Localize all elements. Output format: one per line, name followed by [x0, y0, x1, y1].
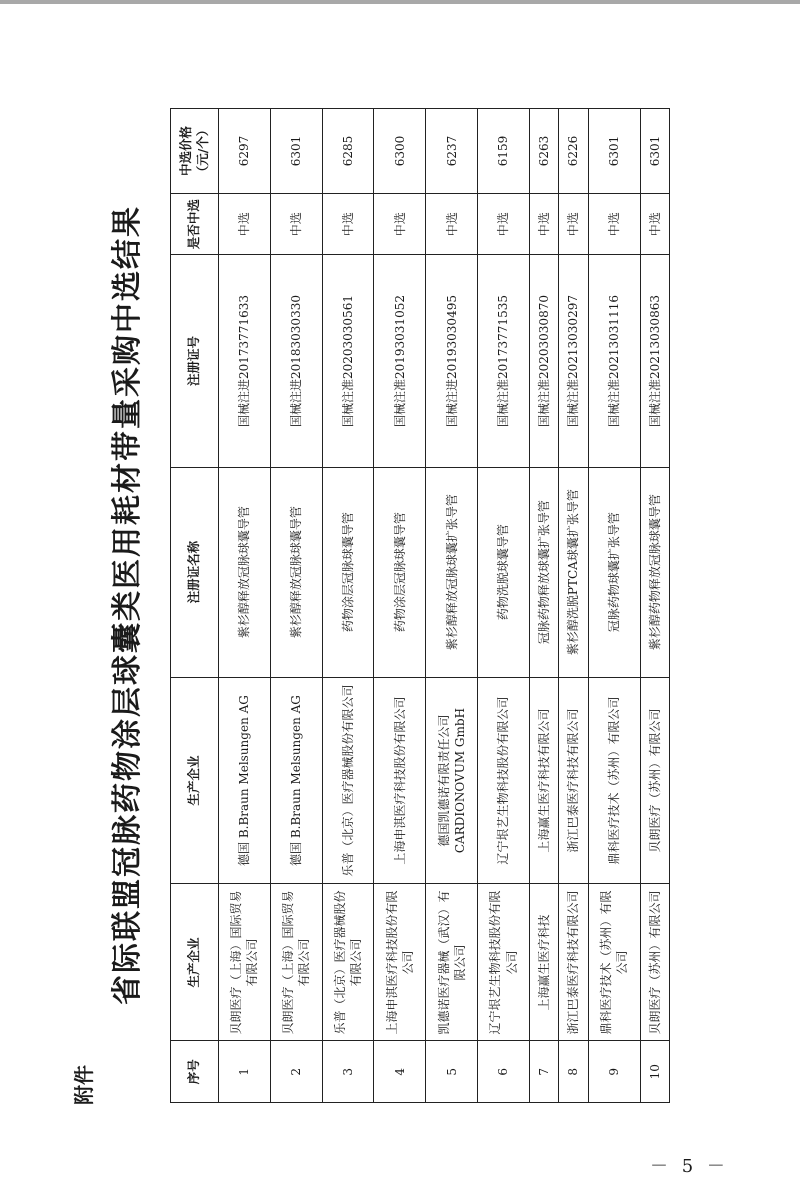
cell-cert-name: 紫杉醇释放冠脉球囊扩张导管	[426, 467, 478, 677]
table-row	[559, 109, 588, 1103]
table-row	[478, 109, 530, 1103]
cell-company: 乐普（北京）医疗器械股份有限公司	[322, 884, 374, 1041]
cell-selected: 中选	[559, 193, 588, 255]
cell-cert-number: 国械注准20173771535	[478, 255, 530, 467]
cell-manufacturer: 德国凯德诺有限责任公司 CARDIONOVUM GmbH	[426, 677, 478, 884]
page-number: － 5 －	[650, 1156, 729, 1177]
cell-index: 6	[478, 1041, 530, 1103]
cell-cert-name: 药物涂层冠脉球囊导管	[374, 467, 426, 677]
header-manufacturer: 生产企业	[171, 677, 219, 884]
cell-index: 9	[588, 1041, 640, 1103]
cell-cert-name: 紫杉醇释放冠脉球囊导管	[219, 467, 271, 677]
cell-company: 辽宁垠艺生物科技股份有限公司	[478, 884, 530, 1041]
cell-price: 6297	[219, 109, 271, 194]
cell-selected: 中选	[426, 193, 478, 255]
cell-manufacturer: 鼎科医疗技术（苏州）有限公司	[588, 677, 640, 884]
table-row	[270, 109, 322, 1103]
cell-manufacturer: 乐普（北京）医疗器械股份有限公司	[322, 677, 374, 884]
cell-index: 7	[529, 1041, 558, 1103]
cell-price: 6226	[559, 109, 588, 194]
header-price: 中选价格（元/个）	[171, 109, 219, 194]
cell-company: 浙江巴泰医疗科技有限公司	[559, 884, 588, 1041]
cell-selected: 中选	[478, 193, 530, 255]
cell-index: 4	[374, 1041, 426, 1103]
cell-index: 2	[270, 1041, 322, 1103]
table-row	[640, 109, 669, 1103]
cell-cert-name: 紫杉醇释放冠脉球囊导管	[270, 467, 322, 677]
cell-index: 10	[640, 1041, 669, 1103]
cell-index: 5	[426, 1041, 478, 1103]
cell-cert-name: 冠脉药物球囊扩张导管	[588, 467, 640, 677]
cell-selected: 中选	[588, 193, 640, 255]
header-cert-name: 注册证名称	[171, 467, 219, 677]
cell-manufacturer: 贝朗医疗（苏州）有限公司	[640, 677, 669, 884]
cell-company: 贝朗医疗（上海）国际贸易有限公司	[219, 884, 271, 1041]
cell-cert-name: 紫杉醇药物释放冠脉球囊导管	[640, 467, 669, 677]
cell-cert-name: 药物涂层冠脉球囊导管	[322, 467, 374, 677]
cell-cert-number: 国械注准20213030863	[640, 255, 669, 467]
cell-manufacturer: 上海申淇医疗科技股份有限公司	[374, 677, 426, 884]
document-title: 省际联盟冠脉药物涂层球囊类医用耗材带量采购中选结果	[110, 205, 145, 1005]
cell-index: 3	[322, 1041, 374, 1103]
cell-company: 鼎科医疗技术（苏州）有限公司	[588, 884, 640, 1041]
cell-index: 1	[219, 1041, 271, 1103]
cell-selected: 中选	[322, 193, 374, 255]
cell-company: 上海赢生医疗科技	[529, 884, 558, 1041]
cell-manufacturer: 上海赢生医疗科技有限公司	[529, 677, 558, 884]
header-cert-number: 注册证号	[171, 255, 219, 467]
cell-cert-number: 国械注准20213030297	[559, 255, 588, 467]
cell-company: 上海申淇医疗科技股份有限公司	[374, 884, 426, 1041]
cell-cert-number: 国械注进20193030495	[426, 255, 478, 467]
cell-cert-number: 国械注准20193031052	[374, 255, 426, 467]
cell-cert-number: 国械注准20213031116	[588, 255, 640, 467]
table-header-row	[171, 109, 219, 1103]
cell-price: 6301	[588, 109, 640, 194]
cell-cert-name: 冠脉药物释放球囊扩张导管	[529, 467, 558, 677]
cell-selected: 中选	[529, 193, 558, 255]
table-row	[529, 109, 558, 1103]
cell-price: 6159	[478, 109, 530, 194]
table-row	[426, 109, 478, 1103]
cell-manufacturer: 辽宁垠艺生物科技股份有限公司	[478, 677, 530, 884]
scan-edge-band	[0, 0, 800, 4]
results-table	[170, 108, 670, 1103]
cell-company: 贝朗医疗（苏州）有限公司	[640, 884, 669, 1041]
cell-price: 6285	[322, 109, 374, 194]
cell-manufacturer: 德国 B.Braun Melsungen AG	[219, 677, 271, 884]
cell-company: 贝朗医疗（上海）国际贸易有限公司	[270, 884, 322, 1041]
cell-price: 6237	[426, 109, 478, 194]
header-company: 生产企业	[171, 884, 219, 1041]
table-row	[322, 109, 374, 1103]
cell-cert-name: 药物洗脱球囊导管	[478, 467, 530, 677]
cell-price: 6301	[640, 109, 669, 194]
cell-index: 8	[559, 1041, 588, 1103]
table-row	[374, 109, 426, 1103]
cell-price: 6301	[270, 109, 322, 194]
attachment-label: 附件	[72, 1065, 96, 1105]
cell-cert-name: 紫杉醇洗脱PTCA球囊扩张导管	[559, 467, 588, 677]
table-row	[219, 109, 271, 1103]
cell-manufacturer: 浙江巴泰医疗科技有限公司	[559, 677, 588, 884]
cell-selected: 中选	[270, 193, 322, 255]
cell-price: 6300	[374, 109, 426, 194]
cell-selected: 中选	[640, 193, 669, 255]
cell-cert-number: 国械注进20173771633	[219, 255, 271, 467]
cell-company: 凯德诺医疗器械（武汉）有限公司	[426, 884, 478, 1041]
rotated-page	[40, 105, 680, 1105]
header-index: 序号	[171, 1041, 219, 1103]
cell-selected: 中选	[374, 193, 426, 255]
cell-manufacturer: 德国 B.Braun Melsungen AG	[270, 677, 322, 884]
header-selected: 是否中选	[171, 193, 219, 255]
cell-cert-number: 国械注准20203030561	[322, 255, 374, 467]
table-row	[588, 109, 640, 1103]
cell-cert-number: 国械注进20183030330	[270, 255, 322, 467]
cell-price: 6263	[529, 109, 558, 194]
cell-selected: 中选	[219, 193, 271, 255]
cell-cert-number: 国械注准20203030870	[529, 255, 558, 467]
